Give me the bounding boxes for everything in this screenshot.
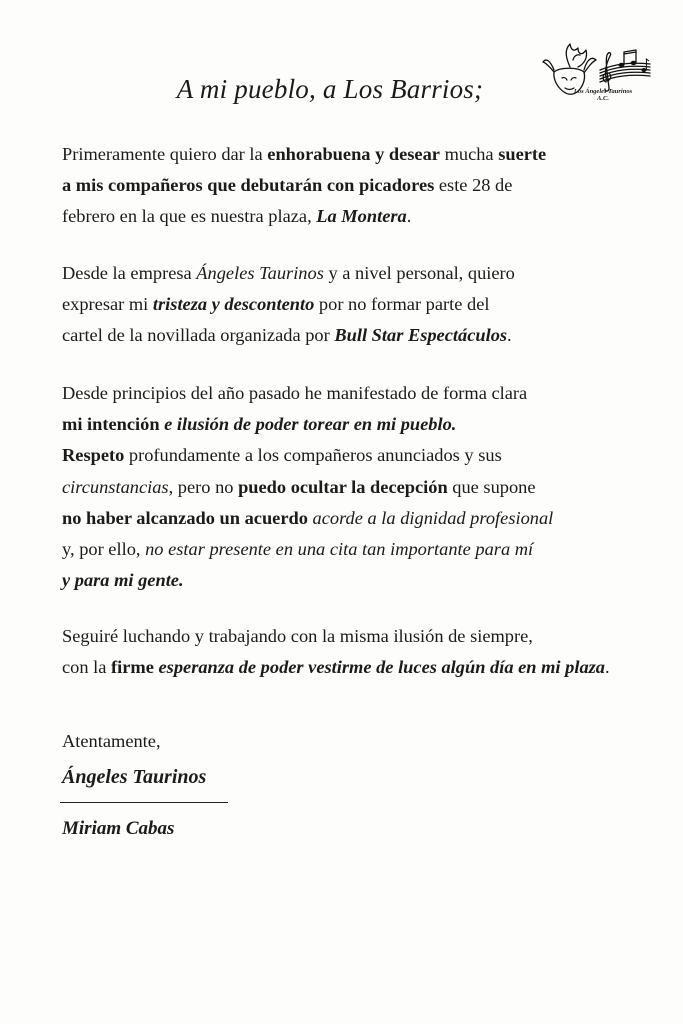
text-span: por no formar parte del [314, 294, 490, 314]
text-span: este 28 de [434, 175, 513, 195]
text-line [62, 534, 672, 565]
text-span: mucha [439, 144, 499, 164]
signature-name: Miriam Cabas [62, 818, 175, 839]
text-span: con la [62, 657, 112, 677]
text-span: . [605, 657, 610, 677]
bold-span: Respeto [62, 445, 125, 466]
text-line [62, 258, 672, 289]
logo-org-suffix: A.C. [597, 95, 609, 102]
bold-span: no haber alcanzado un acuerdo [62, 507, 308, 528]
text-span: y a nivel personal, quiero [323, 263, 515, 283]
bold-span: a mis compañeros que debutarán con picadores [62, 175, 435, 195]
paragraph-congratulations [62, 139, 672, 232]
text-line [62, 289, 672, 320]
text-line [62, 170, 672, 201]
text-line [62, 409, 672, 440]
closing-salutation: Atentamente, [62, 731, 161, 751]
bold-italic-span: y para mi gente. [62, 570, 184, 591]
italic-span: Ángeles Taurinos [196, 263, 324, 283]
italic-span: circunstancias [62, 476, 169, 497]
text-line [62, 652, 672, 683]
text-line [62, 621, 672, 652]
text-line [62, 503, 672, 534]
text-line [62, 378, 672, 409]
letter-title: A mi pueblo, a Los Barrios; [176, 74, 484, 104]
signature-line [60, 802, 228, 803]
bold-italic-span: e ilusión de poder torear en mi pueblo. [159, 414, 457, 435]
logo-org-name: Los Ángeles Taurinos [573, 88, 633, 95]
text-span: Desde la empresa [62, 263, 197, 283]
bold-italic-span: esperanza de poder vestirme de luces algún día en mi plaza [153, 657, 605, 677]
bold-italic-span: Bull Star Espectáculos [334, 325, 508, 345]
italic-span: no estar presente en una cita tan importante para mí [145, 539, 534, 560]
text-span: que supone [447, 476, 536, 497]
signature-organization: Ángeles Taurinos [62, 766, 207, 788]
text-line [62, 440, 672, 471]
paragraph-intention [62, 378, 672, 596]
bold-span: mi intención [62, 414, 160, 435]
text-span: Seguiré luchando y trabajando con la misma ilusión de siempre, [62, 626, 533, 646]
paragraph-sadness [62, 258, 672, 351]
bold-span: suerte [498, 144, 547, 164]
text-line [62, 201, 672, 232]
text-line [62, 472, 672, 503]
text-line [62, 139, 672, 170]
italic-span: acorde a la dignidad profesional [307, 507, 554, 528]
paragraph-hope [62, 621, 672, 683]
text-span: , pero no [168, 476, 239, 497]
text-line [62, 320, 672, 351]
text-span: Desde principios del año pasado he manifestado de forma clara [62, 383, 528, 403]
text-line [62, 565, 672, 596]
text-span: cartel de la novillada organizada por [62, 325, 335, 345]
text-span: expresar mi [62, 294, 153, 314]
text-span: febrero en la que es nuestra plaza, [62, 206, 317, 226]
bold-italic-span: tristeza y descontento [152, 294, 315, 314]
bold-span: enhorabuena y desear [267, 144, 440, 164]
bold-span: puedo ocultar la decepción [238, 476, 448, 497]
text-span: . [507, 325, 512, 345]
text-span: profundamente a los compañeros anunciados y sus [124, 445, 502, 466]
bold-italic-span: La Montera [316, 206, 407, 226]
text-span: y, por ello, [62, 539, 146, 560]
bold-span: firme [111, 657, 154, 677]
text-span: . [406, 206, 412, 226]
text-span: Primeramente quiero dar la [62, 144, 268, 164]
